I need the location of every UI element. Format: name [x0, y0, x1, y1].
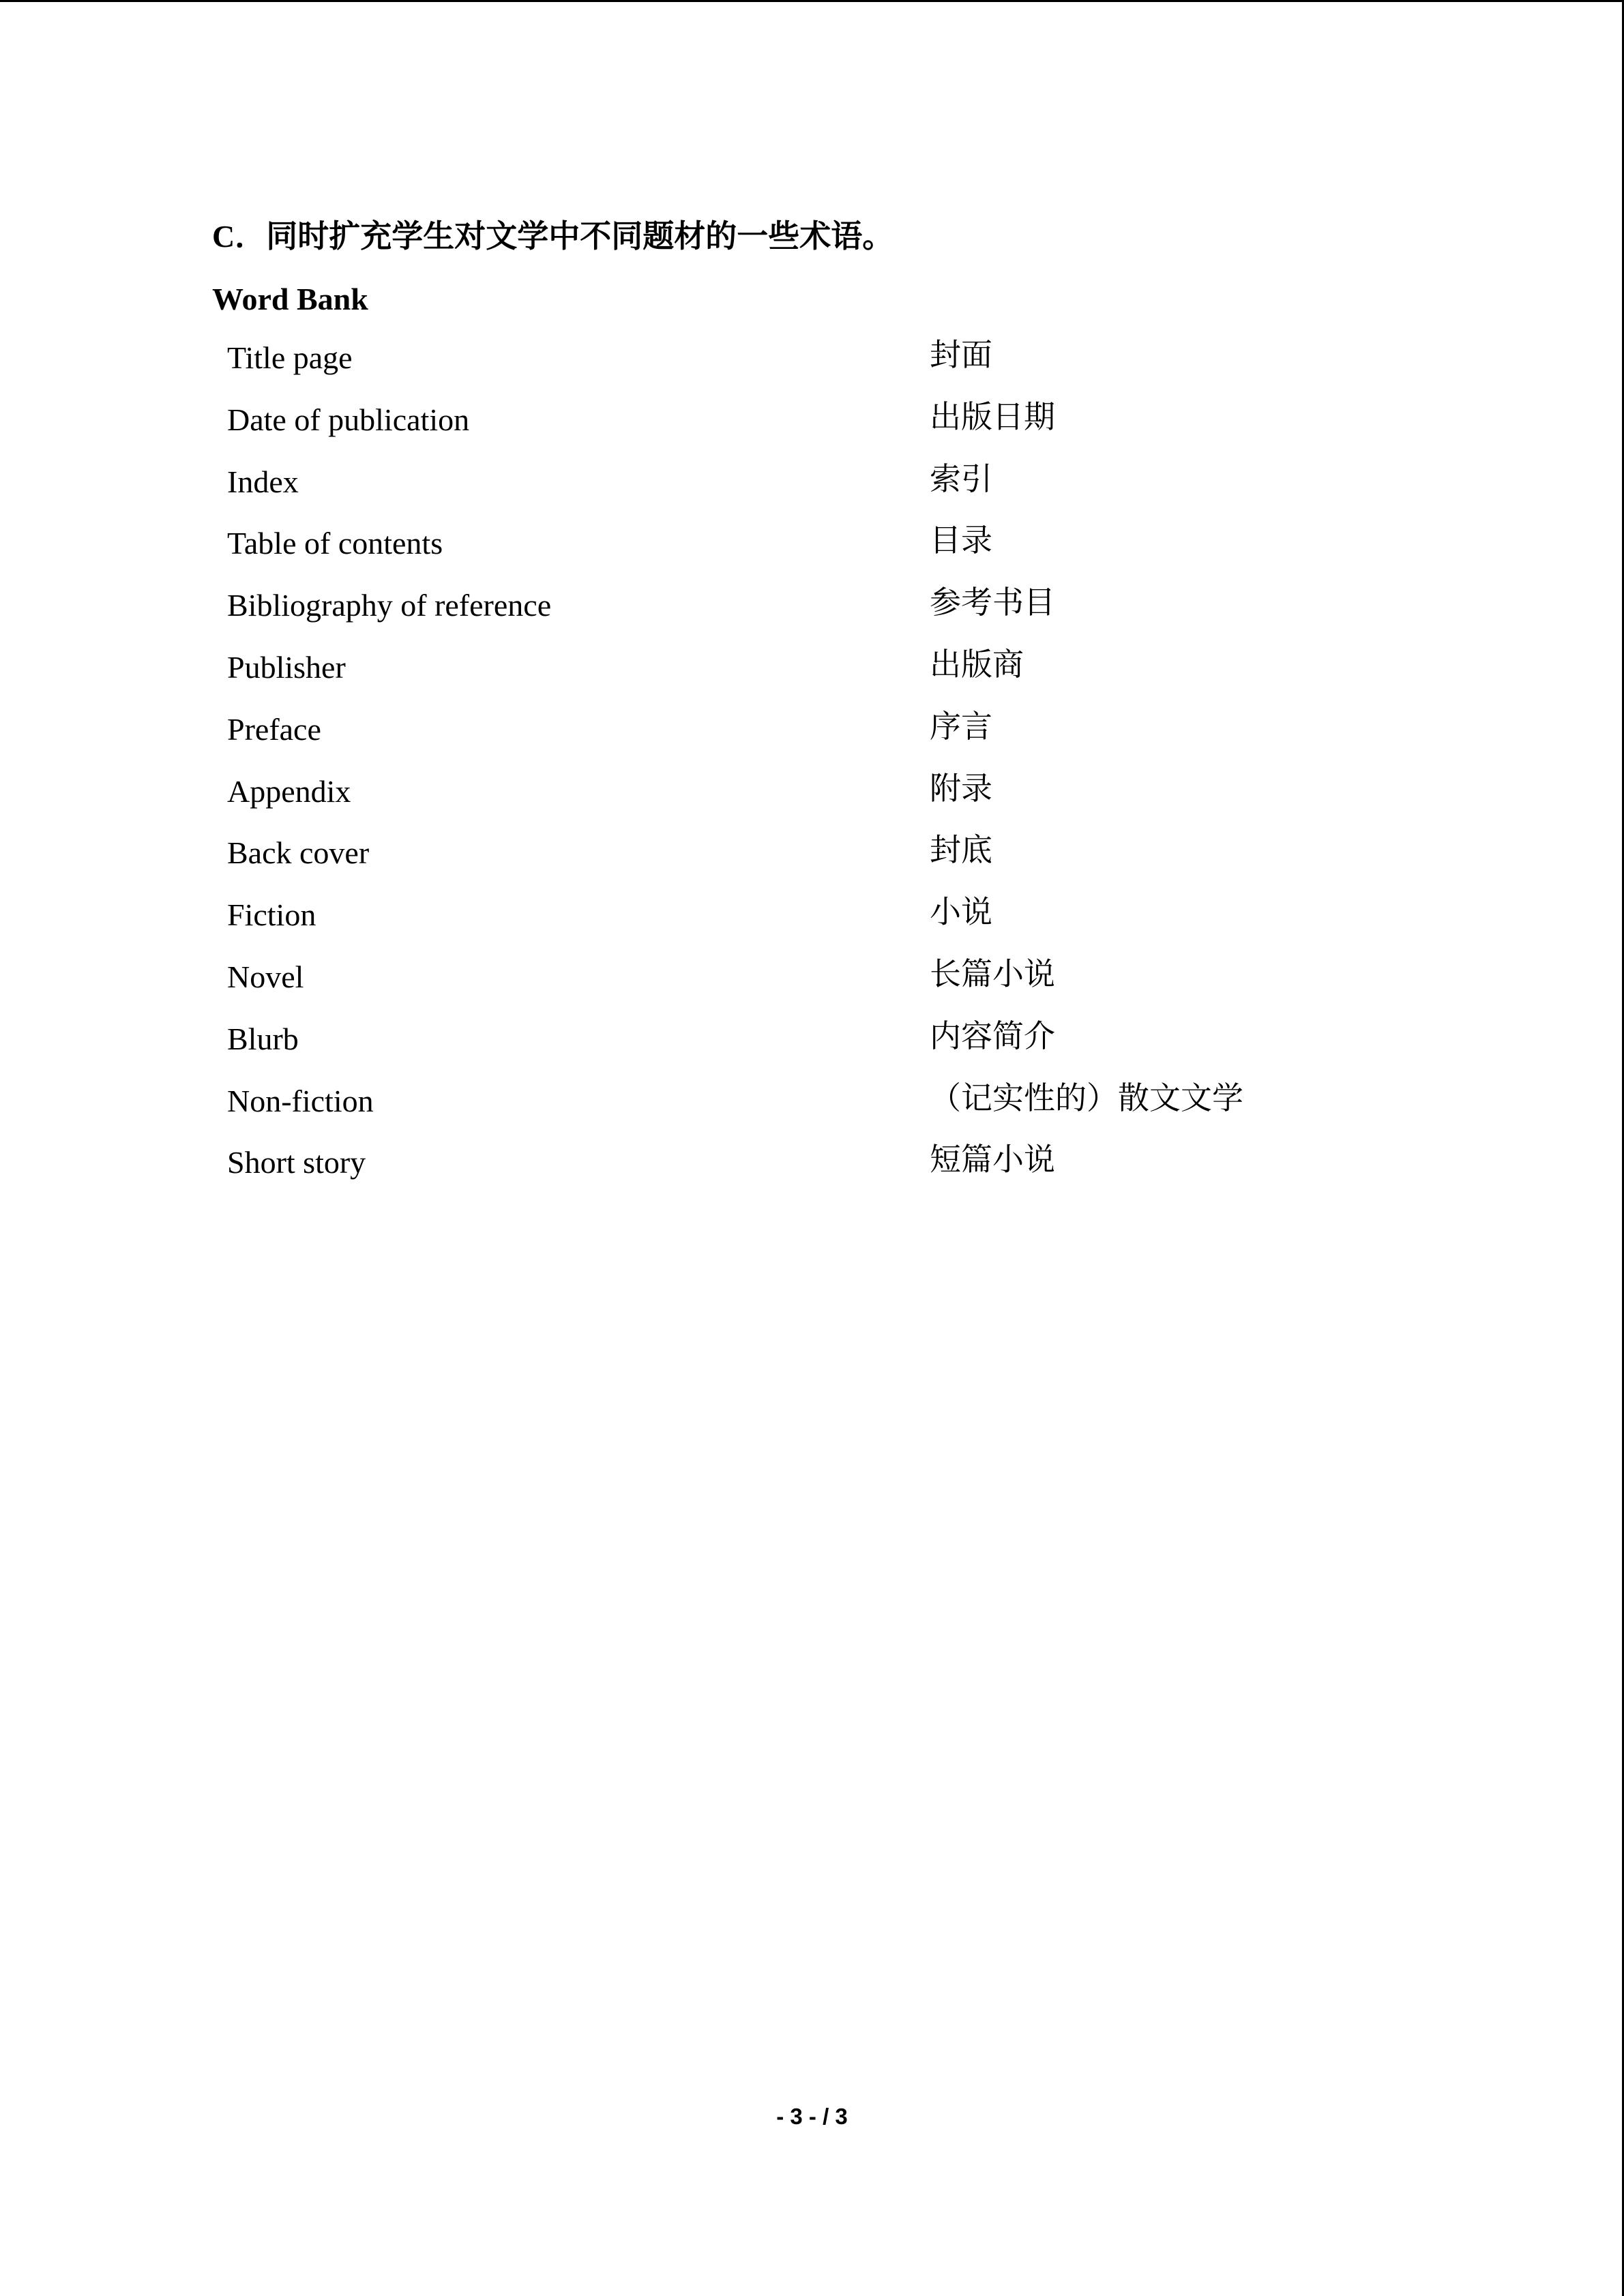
word-bank-row: [227, 891, 1387, 953]
chinese-term: 参考书目: [930, 585, 1055, 621]
word-bank-row: [227, 1139, 1387, 1201]
chinese-term: 长篇小说: [930, 956, 1055, 992]
chinese-term: 封底: [930, 833, 992, 868]
english-term: Back cover: [227, 835, 370, 871]
word-bank-row: [227, 1015, 1387, 1077]
english-term: Index: [227, 464, 299, 499]
english-term: Table of contents: [227, 526, 443, 561]
word-bank-row: [227, 1077, 1387, 1139]
word-bank-list: [227, 334, 1387, 1201]
chinese-term: 出版商: [930, 646, 1024, 682]
word-bank-row: [227, 582, 1387, 644]
word-bank-title: Word Bank: [212, 282, 368, 316]
english-term: Date of publication: [227, 402, 470, 437]
word-bank-row: [227, 458, 1387, 520]
english-term: Novel: [227, 959, 304, 994]
chinese-term: （记实性的）散文文学: [930, 1080, 1243, 1116]
chinese-term: 内容简介: [930, 1018, 1055, 1054]
section-heading: C．同时扩充学生对文学中不同题材的一些术语。: [212, 219, 894, 254]
word-bank-row: [227, 644, 1387, 706]
page-border-top: [0, 0, 1624, 2]
word-bank-row: [227, 829, 1387, 891]
word-bank-row: [227, 706, 1387, 768]
english-term: Short story: [227, 1145, 366, 1180]
english-term: Non-fiction: [227, 1083, 374, 1118]
english-term: Publisher: [227, 649, 346, 685]
word-bank-row: [227, 520, 1387, 582]
chinese-term: 序言: [930, 709, 992, 744]
chinese-term: 短篇小说: [930, 1142, 1055, 1178]
word-bank-row: [227, 396, 1387, 458]
chinese-term: 附录: [930, 771, 992, 806]
chinese-term: 索引: [930, 461, 992, 496]
word-bank-row: [227, 953, 1387, 1015]
english-term: Fiction: [227, 897, 316, 933]
chinese-term: 出版日期: [930, 399, 1055, 434]
word-bank-row: [227, 768, 1387, 830]
chinese-term: 封面: [930, 338, 992, 372]
english-term: Preface: [227, 711, 321, 747]
english-term: Blurb: [227, 1021, 299, 1056]
english-term: Bibliography of reference: [227, 588, 552, 623]
chinese-term: 目录: [930, 523, 992, 558]
word-bank-row: [227, 334, 1387, 396]
page-number: - 3 - / 3: [776, 2104, 848, 2129]
english-term: Appendix: [227, 773, 351, 809]
chinese-term: 小说: [930, 895, 992, 930]
english-term: Title page: [227, 340, 353, 375]
